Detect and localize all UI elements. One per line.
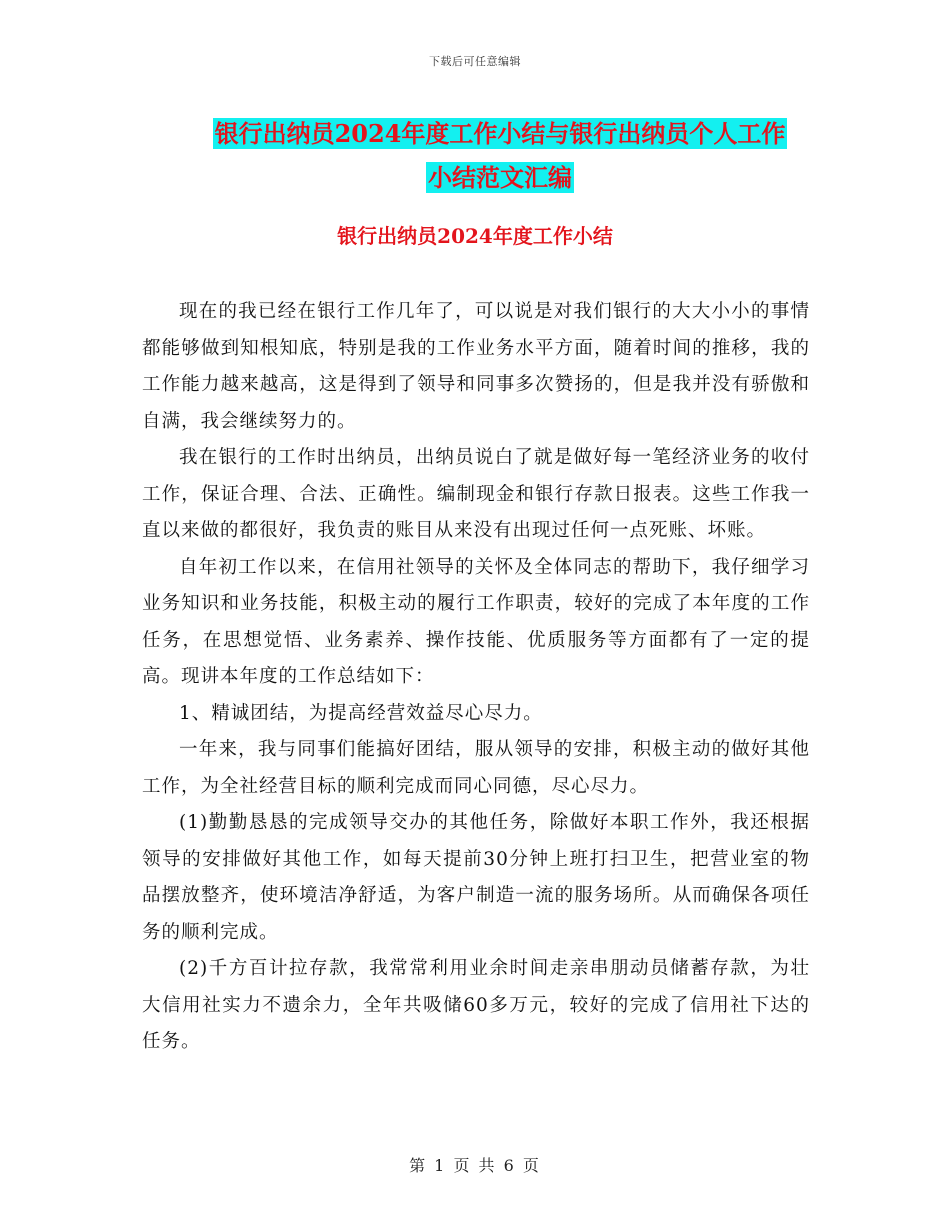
paragraph: (2)千方百计拉存款，我常常利用业余时间走亲串朋动员储蓄存款，为壮大信用社实力不遗余力，全年共吸储60多万元，较好的完成了信用社下达的任务。 <box>142 958 810 1052</box>
paragraph: 现在的我已经在银行工作几年了，可以说是对我们银行的大大小小的事情都能够做到知根知底，特别是我的工作业务水平方面，随着时间的推移，我的工作能力越来越高，这是得到了领导和同事多次赞扬的，但是我并没有骄傲和自满，我会继续努力的。 <box>142 301 810 432</box>
document-title-line-2: 小结范文汇编 <box>428 163 572 192</box>
paragraph: (1)勤勤恳恳的完成领导交办的其他任务，除做好本职工作外，我还根据领导的安排做好其他工作，如每天提前30分钟上班打扫卫生，把营业室的物品摆放整齐，使环境洁净舒适，为客户制造一流的服务场所。从而确保各项任务的顺利完成。 <box>142 812 810 943</box>
paragraph: 1、精诚团结，为提高经营效益尽心尽力。 <box>179 702 543 724</box>
paragraph: 自年初工作以来，在信用社领导的关怀及全体同志的帮助下，我仔细学习业务知识和业务技能，积极主动的履行工作职责，较好的完成了本年度的工作任务，在思想觉悟、业务素养、操作技能、优质服务等方面都有了一定的提高。现讲本年度的工作总结如下： <box>142 556 810 687</box>
document-body <box>142 294 810 1061</box>
document-title <box>140 112 860 200</box>
section-title: 银行出纳员2024年度工作小结 <box>337 224 613 248</box>
paragraph: 一年来，我与同事们能搞好团结，服从领导的安排，积极主动的做好其他工作，为全社经营目标的顺利完成而同心同德，尽心尽力。 <box>142 739 810 797</box>
header-note: 下载后可任意编辑 <box>429 55 521 68</box>
document-title-line-1: 银行出纳员2024年度工作小结与银行出纳员个人工作 <box>214 119 786 148</box>
paragraph: 我在银行的工作时出纳员，出纳员说白了就是做好每一笔经济业务的收付工作，保证合理、合法、正确性。编制现金和银行存款日报表。这些工作我一直以来做的都很好，我负责的账目从来没有出现过任何一点死账、坏账。 <box>142 447 810 541</box>
page-number: 第 1 页 共 6 页 <box>409 1156 541 1175</box>
